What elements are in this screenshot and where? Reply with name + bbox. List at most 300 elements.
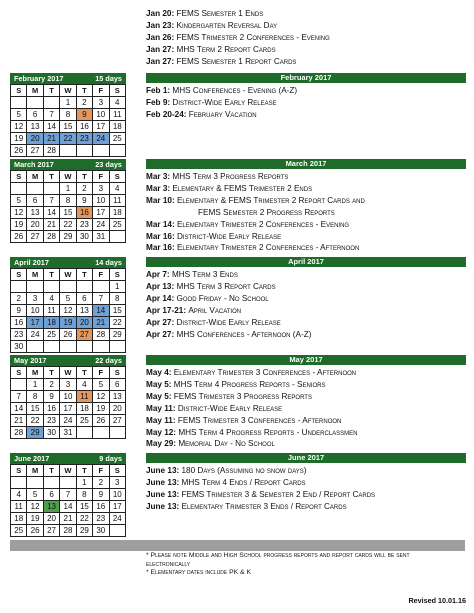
events-title: February 2017 [146, 73, 466, 83]
notes [146, 552, 446, 578]
note-2: * Elementary dates include PK & K [146, 569, 251, 576]
event-text: MHS Term 3 Progress Reports [172, 172, 289, 181]
day-cell: 9 [93, 489, 109, 501]
event-row [146, 195, 466, 207]
event-text: MHS Term 4 Progress Reports - Seniors [173, 379, 326, 389]
day-of-week: T [76, 465, 92, 477]
events-title: March 2017 [146, 159, 466, 169]
day-cell [109, 427, 125, 439]
day-of-week: S [11, 85, 27, 97]
day-cell: 6 [76, 293, 92, 305]
day-cell: 22 [76, 513, 92, 525]
day-of-week: S [11, 465, 27, 477]
day-cell: 20 [109, 403, 125, 415]
event-row [146, 219, 466, 231]
day-cell [93, 145, 109, 157]
day-cell: 29 [60, 231, 76, 243]
event-date: Mar 10: [146, 195, 175, 205]
days-count: 9 days [99, 454, 122, 463]
day-cell: 17 [93, 121, 109, 133]
day-cell: 24 [27, 329, 43, 341]
day-cell: 25 [76, 415, 92, 427]
day-cell: 10 [93, 195, 109, 207]
event-row [146, 85, 466, 97]
day-cell: 22 [27, 415, 43, 427]
event-text: MHS Conferences - Afternoon (A-Z) [176, 329, 312, 339]
day-cell: 14 [43, 121, 59, 133]
day-cell: 28 [43, 231, 59, 243]
calendar-0 [10, 73, 126, 157]
day-cell: 30 [76, 231, 92, 243]
day-cell: 24 [109, 513, 125, 525]
day-cell: 6 [27, 195, 43, 207]
day-cell: 26 [27, 525, 43, 537]
day-cell: 27 [76, 329, 92, 341]
days-count: 22 days [95, 356, 122, 365]
day-cell: 8 [76, 489, 92, 501]
day-cell: 24 [60, 415, 76, 427]
day-cell: 15 [76, 501, 92, 513]
day-cell [11, 97, 27, 109]
calendar-grid [10, 366, 126, 439]
day-cell: 2 [43, 379, 59, 391]
day-of-week: T [43, 269, 59, 281]
day-cell: 4 [109, 183, 125, 195]
day-cell: 20 [76, 317, 92, 329]
day-cell: 26 [11, 231, 27, 243]
day-cell: 10 [109, 489, 125, 501]
event-text: Elementary & FEMS Trimester 2 Report Cards and [176, 195, 365, 205]
day-cell: 27 [27, 231, 43, 243]
day-of-week: T [43, 465, 59, 477]
event-text: February Vacation [188, 109, 257, 119]
day-cell: 30 [11, 341, 27, 353]
day-cell: 15 [60, 207, 76, 219]
calendar-3 [10, 355, 126, 439]
day-cell: 11 [11, 501, 27, 513]
day-cell: 1 [27, 379, 43, 391]
event-row [146, 465, 466, 477]
day-cell: 14 [11, 403, 27, 415]
day-cell: 28 [60, 525, 76, 537]
day-cell [27, 183, 43, 195]
day-cell: 16 [43, 403, 59, 415]
day-cell: 1 [60, 97, 76, 109]
event-text: FEMS Trimester 3 Progress Reports [173, 391, 312, 401]
day-cell: 2 [76, 183, 92, 195]
day-cell: 17 [109, 501, 125, 513]
day-cell: 19 [11, 133, 27, 145]
days-count: 23 days [95, 160, 122, 169]
day-cell: 5 [11, 195, 27, 207]
event-text: Memorial Day - No School [178, 439, 275, 449]
day-of-week: S [109, 367, 125, 379]
day-of-week: W [60, 367, 76, 379]
event-date: June 13: [146, 477, 180, 487]
day-cell [43, 341, 59, 353]
day-cell: 19 [60, 317, 76, 329]
day-cell: 2 [11, 293, 27, 305]
event-date: May 11: [146, 415, 176, 425]
day-cell [109, 145, 125, 157]
event-row [146, 305, 466, 317]
day-cell: 2 [93, 477, 109, 489]
event-row [146, 403, 466, 415]
event-date: May 12: [146, 427, 177, 437]
day-cell: 4 [11, 489, 27, 501]
day-cell: 9 [76, 195, 92, 207]
event-date: May 5: [146, 391, 172, 401]
day-of-week: W [60, 465, 76, 477]
month-label: June 2017 [14, 454, 50, 463]
event-text: Elementary Trimester 2 Conferences - Afternoon [176, 243, 360, 253]
event-row [146, 281, 466, 293]
day-cell: 21 [93, 317, 109, 329]
day-cell: 17 [27, 317, 43, 329]
event-date: June 13: [146, 466, 180, 475]
event-text: MHS Term 3 Ends [171, 270, 238, 279]
day-cell [76, 145, 92, 157]
day-cell: 21 [60, 513, 76, 525]
day-cell: 30 [93, 525, 109, 537]
event-row [146, 489, 466, 501]
event-date: Apr 17-21: [146, 305, 187, 315]
event-text: MHS Term 3 Report Cards [176, 281, 276, 291]
day-cell: 17 [60, 403, 76, 415]
calendar-header [10, 453, 126, 464]
day-cell: 21 [43, 219, 59, 231]
note-1: * Please note Middle and High School progress reports and report cards will be sent electronically [146, 552, 410, 568]
day-cell [76, 341, 92, 353]
day-cell: 17 [93, 207, 109, 219]
event-text: Elementary Trimester 3 Conferences - Afternoon [173, 368, 357, 377]
month-events [146, 159, 466, 254]
day-cell: 10 [93, 109, 109, 121]
day-cell: 31 [60, 427, 76, 439]
day-cell: 13 [43, 501, 59, 513]
calendar-2 [10, 257, 126, 353]
event-date: June 13: [146, 501, 180, 511]
calendar-header [10, 73, 126, 84]
event-date: Feb 20-24: [146, 109, 187, 119]
day-cell: 12 [60, 305, 76, 317]
day-cell: 23 [76, 133, 92, 145]
day-of-week: F [93, 367, 109, 379]
day-cell: 12 [11, 121, 27, 133]
day-cell: 5 [60, 293, 76, 305]
day-cell: 18 [109, 207, 125, 219]
month-label: March 2017 [14, 160, 54, 169]
day-of-week: S [11, 269, 27, 281]
day-of-week: W [60, 85, 76, 97]
event-date: May 11: [146, 403, 176, 413]
event-date: Feb 1: [146, 86, 171, 95]
calendar-header [10, 257, 126, 268]
event-row [146, 97, 466, 109]
day-of-week: S [11, 367, 27, 379]
day-cell [43, 183, 59, 195]
day-cell: 19 [27, 513, 43, 525]
day-of-week: W [60, 269, 76, 281]
event-row [146, 231, 466, 243]
event-row [146, 415, 466, 427]
day-cell [27, 97, 43, 109]
day-cell: 9 [11, 305, 27, 317]
day-cell: 19 [93, 403, 109, 415]
day-cell: 27 [27, 145, 43, 157]
day-cell: 25 [43, 329, 59, 341]
day-cell [11, 183, 27, 195]
day-cell [11, 477, 27, 489]
day-cell: 22 [109, 317, 125, 329]
calendar-grid [10, 268, 126, 353]
day-of-week: S [109, 85, 125, 97]
day-of-week: T [43, 85, 59, 97]
event-row [146, 293, 466, 305]
event-row [146, 171, 466, 183]
day-cell: 22 [60, 219, 76, 231]
day-cell [11, 281, 27, 293]
event-text: FEMS Trimester 3 Conferences - Afternoon [177, 415, 342, 425]
days-count: 14 days [95, 258, 122, 267]
day-cell: 14 [60, 501, 76, 513]
day-cell: 23 [93, 513, 109, 525]
day-of-week: W [60, 171, 76, 183]
event-row [146, 242, 466, 254]
day-cell: 25 [11, 525, 27, 537]
event-date: Apr 27: [146, 329, 175, 339]
january-events [146, 8, 466, 68]
day-cell: 26 [11, 145, 27, 157]
day-cell: 29 [109, 329, 125, 341]
day-of-week: F [93, 85, 109, 97]
day-cell: 24 [93, 133, 109, 145]
event-row [146, 207, 466, 219]
day-cell [43, 97, 59, 109]
day-of-week: S [109, 171, 125, 183]
day-cell: 27 [109, 415, 125, 427]
event-text: April Vacation [188, 305, 242, 315]
event-row [146, 329, 466, 341]
event-date: Feb 9: [146, 97, 171, 107]
day-cell: 31 [93, 231, 109, 243]
day-cell: 15 [109, 305, 125, 317]
day-cell: 5 [27, 489, 43, 501]
day-cell: 3 [27, 293, 43, 305]
day-cell: 5 [11, 109, 27, 121]
day-cell: 13 [76, 305, 92, 317]
day-of-week: T [76, 171, 92, 183]
day-cell: 3 [93, 183, 109, 195]
calendar-grid [10, 170, 126, 243]
day-cell: 11 [109, 195, 125, 207]
day-of-week: T [76, 367, 92, 379]
event-date: Mar 3: [146, 183, 171, 193]
event-text: District-Wide Early Release [172, 97, 277, 107]
day-cell [109, 231, 125, 243]
event-row [146, 427, 466, 439]
calendar-1 [10, 159, 126, 243]
event-row [146, 269, 466, 281]
event-text: MHS Term 4 Ends / Report Cards [181, 477, 306, 487]
event-row [146, 438, 466, 450]
day-of-week: M [27, 269, 43, 281]
event-text: District-Wide Early Release [176, 317, 281, 327]
event-text: Good Friday - No School [176, 293, 269, 303]
day-of-week: S [109, 465, 125, 477]
day-cell: 21 [43, 133, 59, 145]
day-cell: 6 [43, 489, 59, 501]
day-cell: 7 [43, 195, 59, 207]
day-cell [76, 281, 92, 293]
month-label: February 2017 [14, 74, 64, 83]
event-date: May 5: [146, 379, 172, 389]
day-cell: 10 [60, 391, 76, 403]
event-row: Jan 27: FEMS Semester 1 Report Cards [146, 56, 297, 66]
day-cell: 18 [11, 513, 27, 525]
event-date: Mar 16: [146, 243, 175, 253]
event-row [146, 317, 466, 329]
day-cell: 21 [11, 415, 27, 427]
day-cell: 24 [93, 219, 109, 231]
day-cell: 20 [27, 219, 43, 231]
day-of-week: M [27, 85, 43, 97]
day-cell: 7 [11, 391, 27, 403]
day-of-week: M [27, 367, 43, 379]
day-cell: 19 [11, 219, 27, 231]
day-of-week: M [27, 171, 43, 183]
day-cell: 28 [11, 427, 27, 439]
event-row [146, 379, 466, 391]
day-cell [27, 341, 43, 353]
event-text: Elementary & FEMS Trimester 2 Ends [172, 183, 313, 193]
day-of-week: M [27, 465, 43, 477]
event-date: Mar 14: [146, 219, 175, 229]
day-cell [60, 145, 76, 157]
day-cell [76, 427, 92, 439]
day-cell: 18 [43, 317, 59, 329]
calendar-4 [10, 453, 126, 537]
event-date: Mar 3: [146, 172, 171, 181]
day-cell: 15 [27, 403, 43, 415]
day-cell: 5 [93, 379, 109, 391]
event-text: Elementary Trimester 3 Ends / Report Cards [181, 501, 347, 511]
event-date: May 29: [146, 439, 177, 449]
day-cell: 15 [60, 121, 76, 133]
calendar-grid [10, 464, 126, 537]
day-cell: 1 [76, 477, 92, 489]
events-title: May 2017 [146, 355, 466, 365]
month-events [146, 355, 466, 450]
event-date: Apr 14: [146, 293, 175, 303]
day-cell [93, 427, 109, 439]
event-text: FEMS Semester 2 Progress Reports [198, 207, 335, 217]
calendar-header [10, 355, 126, 366]
day-cell [109, 525, 125, 537]
event-row: Jan 27: MHS Term 2 Report Cards [146, 44, 276, 54]
event-text: MHS Term 4 Progress Reports - Underclassmen [178, 427, 358, 437]
day-cell: 28 [93, 329, 109, 341]
day-cell: 1 [60, 183, 76, 195]
day-cell: 16 [11, 317, 27, 329]
event-date: Mar 16: [146, 231, 175, 241]
day-cell: 4 [43, 293, 59, 305]
day-of-week: F [93, 269, 109, 281]
day-cell: 26 [93, 415, 109, 427]
day-cell: 13 [27, 207, 43, 219]
event-row [146, 183, 466, 195]
event-row: Jan 26: FEMS Trimester 2 Conferences - Evening [146, 32, 330, 42]
day-cell: 8 [109, 293, 125, 305]
month-events [146, 453, 466, 513]
event-date: Apr 27: [146, 317, 175, 327]
day-cell: 9 [43, 391, 59, 403]
day-cell: 11 [43, 305, 59, 317]
day-cell: 12 [11, 207, 27, 219]
day-cell [93, 341, 109, 353]
events-title: April 2017 [146, 257, 466, 267]
day-cell: 16 [93, 501, 109, 513]
day-cell: 4 [76, 379, 92, 391]
day-cell: 25 [109, 219, 125, 231]
event-text: FEMS Trimester 3 & Semester 2 End / Report Cards [181, 489, 376, 499]
event-date: May 4: [146, 368, 172, 377]
day-of-week: T [43, 171, 59, 183]
day-cell: 22 [60, 133, 76, 145]
day-cell: 13 [109, 391, 125, 403]
day-of-week: S [11, 171, 27, 183]
event-date: June 13: [146, 489, 180, 499]
event-row [146, 391, 466, 403]
day-of-week: F [93, 171, 109, 183]
day-of-week: T [76, 269, 92, 281]
month-events [146, 73, 466, 121]
day-cell: 1 [109, 281, 125, 293]
calendar-header [10, 159, 126, 170]
day-of-week: S [109, 269, 125, 281]
day-cell: 23 [76, 219, 92, 231]
day-cell: 20 [43, 513, 59, 525]
day-cell: 3 [60, 379, 76, 391]
event-text: District-Wide Early Release [177, 403, 283, 413]
day-cell: 7 [60, 489, 76, 501]
event-row [146, 501, 466, 513]
day-cell: 10 [27, 305, 43, 317]
day-cell: 12 [27, 501, 43, 513]
day-of-week: T [43, 367, 59, 379]
month-events [146, 257, 466, 340]
day-cell: 26 [60, 329, 76, 341]
day-cell: 29 [27, 427, 43, 439]
event-text: 180 Days (Assuming no snow days) [181, 466, 307, 475]
event-row: Jan 23: Kindergarten Reversal Day [146, 20, 278, 30]
day-cell [27, 281, 43, 293]
day-cell [43, 477, 59, 489]
event-text: Elementary Trimester 2 Conferences - Evening [176, 219, 350, 229]
day-cell: 12 [93, 391, 109, 403]
day-cell: 8 [60, 109, 76, 121]
event-row: Jan 20: FEMS Semester 1 Ends [146, 9, 264, 18]
day-of-week: F [93, 465, 109, 477]
day-cell: 18 [109, 121, 125, 133]
day-cell: 7 [93, 293, 109, 305]
day-cell [93, 281, 109, 293]
day-cell: 6 [109, 379, 125, 391]
days-count: 15 days [95, 74, 122, 83]
event-row [146, 109, 466, 121]
day-cell: 8 [27, 391, 43, 403]
day-cell: 27 [43, 525, 59, 537]
